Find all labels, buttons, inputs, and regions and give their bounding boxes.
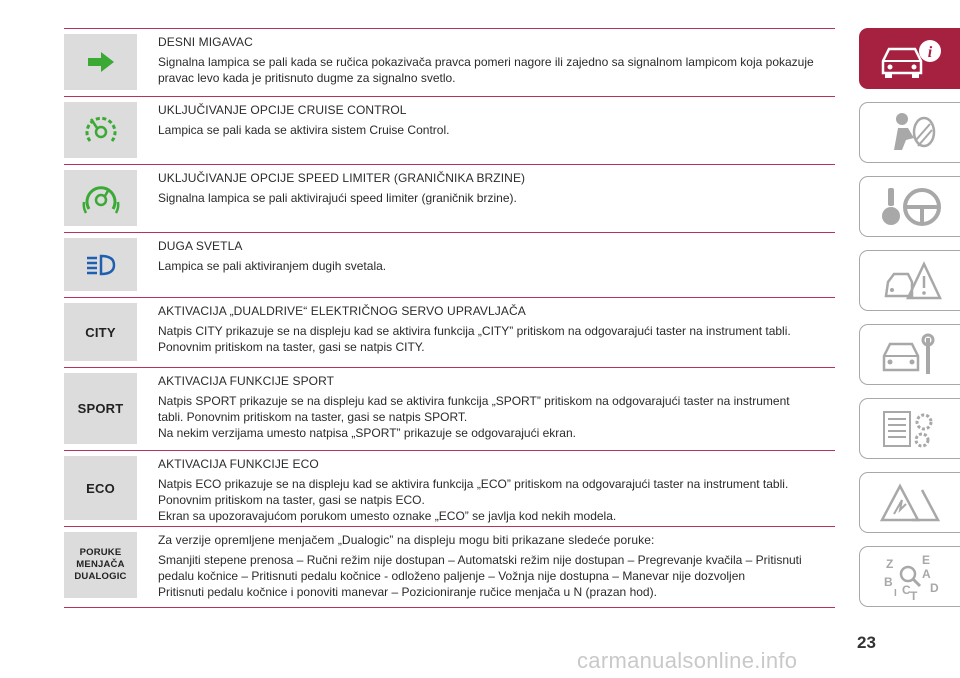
- row-body: Lampica se pali kada se aktivira sistem Cruise Control.: [158, 123, 450, 137]
- row-body: Lampica se pali aktiviranjem dugih svetala.: [158, 259, 387, 273]
- row-body: Signalna lampica se pali kada se ručica pokazivača pravca pomeri nagore ili zajedno sa signalnom lampicom koja pokazuje pravac levo kada je pritisnuto dugme za signalno svetlo.: [158, 55, 814, 85]
- row-title: AKTIVACIJA FUNKCIJE ECO: [158, 457, 319, 471]
- icon-box: [64, 102, 137, 158]
- key-steering-wheel-icon: [878, 184, 942, 230]
- index-letter: A: [922, 566, 931, 581]
- table-row: [64, 96, 835, 164]
- icon-box: [64, 34, 137, 90]
- table-row: [64, 28, 835, 96]
- right-turn-arrow-icon: [86, 51, 116, 73]
- table-row: [64, 297, 835, 367]
- cruise-control-icon: [81, 113, 121, 147]
- row-title: AKTIVACIJA FUNKCIJE SPORT: [158, 374, 335, 388]
- table-row: [64, 232, 835, 297]
- tab-safety[interactable]: [859, 102, 960, 163]
- tab-starting[interactable]: [859, 176, 960, 237]
- row-body: Signalna lampica se pali aktivirajući speed limiter (graničnik brzine).: [158, 191, 517, 205]
- eco-label: ECO: [86, 480, 115, 496]
- index-letter: E: [922, 552, 931, 567]
- row-title: DUGA SVETLA: [158, 239, 243, 253]
- warning-lights-table: [64, 28, 835, 608]
- car-wrench-icon: [878, 332, 942, 378]
- row-body: Smanjiti stepene prenosa – Ručni režim nije dostupan – Automatski režim nije dostupan – Pregrevanje kvačila – Pritisnuti pedalu kočnice – Pritisnuti pedalu kočnice - odloženo paljenje – Vožnja nije dostupna – Manevar nije dozvoljen Pritisnuti pedalu kočnice i ponoviti manevar – Pozicioniranje ručice menjača u N (prazan hod).: [158, 553, 802, 599]
- index-letter: I: [894, 587, 897, 599]
- icon-box: [64, 303, 137, 361]
- high-beam-icon: [84, 254, 118, 276]
- index-letter: Z: [886, 556, 894, 571]
- table-row: [64, 450, 835, 526]
- page-number: 23: [857, 633, 876, 652]
- tab-emergency[interactable]: [859, 250, 960, 311]
- table-row: [64, 526, 835, 608]
- row-title: Za verzije opremljene menjačem „Dualogic” na displeju mogu biti prikazane sledeće poruke:: [158, 533, 655, 547]
- icon-box: [64, 532, 137, 598]
- icon-box: [64, 170, 137, 226]
- tab-maintenance[interactable]: [859, 324, 960, 385]
- tab-environment[interactable]: [859, 472, 960, 533]
- sport-label: SPORT: [77, 401, 124, 416]
- airbag-seat-icon: [880, 110, 940, 156]
- icon-box: [64, 456, 137, 520]
- index-letter: D: [930, 580, 939, 595]
- speed-limiter-icon: [81, 180, 121, 216]
- table-row: [64, 367, 835, 450]
- document-gears-icon: [878, 406, 942, 452]
- index-letter: C: [902, 582, 911, 597]
- icon-box: [64, 373, 137, 444]
- breakdown-warning-icon: [878, 258, 942, 304]
- icon-box: [64, 238, 137, 291]
- section-tabs: [859, 28, 960, 620]
- row-title: UKLJUČIVANJE OPCIJE CRUISE CONTROL: [158, 103, 407, 117]
- city-label: CITY: [85, 324, 116, 340]
- table-row: [64, 164, 835, 232]
- row-title: DESNI MIGAVAC: [158, 35, 253, 49]
- tab-technical-data[interactable]: [859, 398, 960, 459]
- dualogic-label: PORUKE MENJAČA DUALOGIC: [74, 547, 127, 582]
- warning-flames-icon: [878, 480, 942, 526]
- row-body: Natpis ECO prikazuje se na displeju kad se aktivira funkcija „ECO” pritiskom na odgovarajući taster na instrument tabli. Ponovnim pritiskom na taster, gasi se natpis ECO. Ekran sa upozoravajućom porukom umesto oznake „ECO” se javlja kod nekih modela.: [158, 477, 789, 523]
- row-title: AKTIVACIJA „DUALDRIVE“ ELEKTRIČNOG SERVO UPRAVLJAČA: [158, 304, 526, 318]
- row-body: Natpis CITY prikazuje se na displeju kad se aktivira funkcija „CITY” pritiskom na odgovarajući taster na instrument tabli. Ponovnim pritiskom na taster, gasi se natpis CITY.: [158, 324, 791, 354]
- alphabet-index-icon: [878, 552, 942, 602]
- row-title: UKLJUČIVANJE OPCIJE SPEED LIMITER (GRANIČNIKA BRZINE): [158, 171, 526, 185]
- tab-index[interactable]: [859, 546, 960, 607]
- index-letter: B: [884, 574, 893, 589]
- car-info-icon: [875, 37, 945, 81]
- svg-text:i: i: [927, 43, 933, 61]
- watermark: carmanualsonline.info: [577, 648, 798, 673]
- row-body: Natpis SPORT prikazuje se na displeju kad se aktivira funkcija „SPORT” pritiskom na odgovarajući taster na instrument tabli. Ponovnim pritiskom na taster, gasi se natpis SPORT. Na nekim verzijama umesto natpisa „SPORT” prikazuje se odgovarajući ekran.: [158, 394, 790, 440]
- tab-dashboard[interactable]: [859, 28, 960, 89]
- index-letter: T: [910, 588, 918, 602]
